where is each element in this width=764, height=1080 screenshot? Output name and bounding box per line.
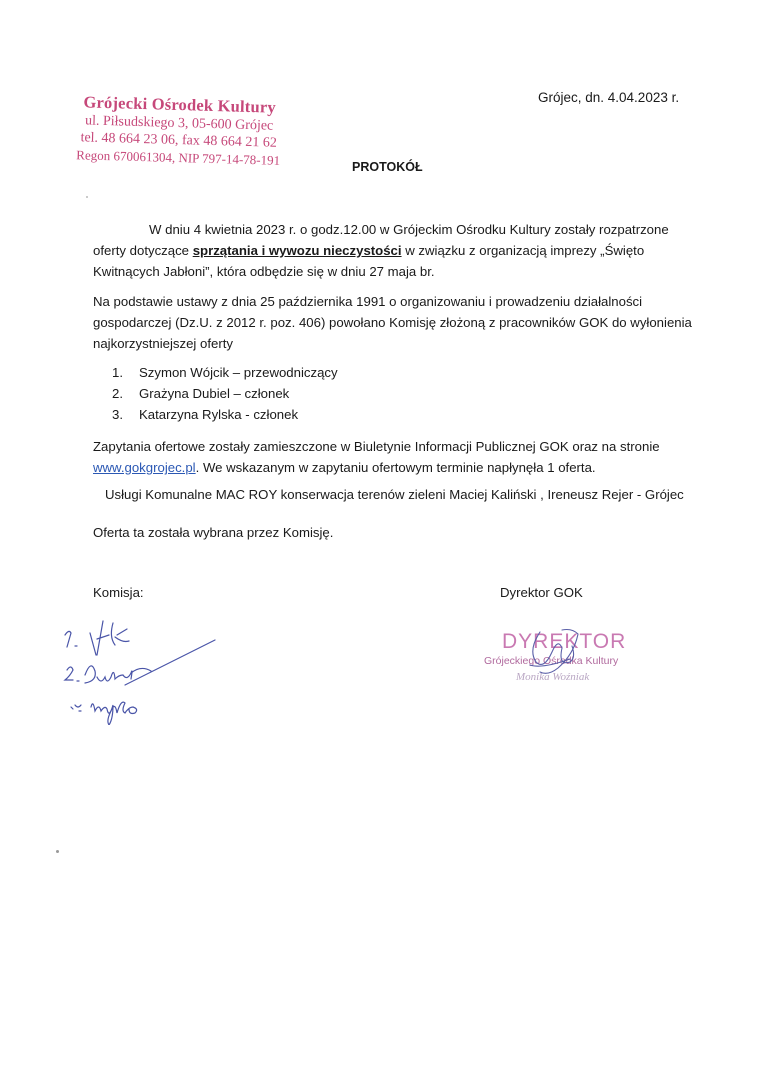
list-item-text: Szymon Wójcik – przewodniczący: [139, 365, 338, 380]
institution-stamp: [68, 92, 290, 169]
paragraph-decision: Oferta ta została wybrana przez Komisję.: [93, 525, 334, 540]
org-name: Grójecki Ośrodek Kultury: [83, 92, 277, 117]
director-stamp-title: DYREKTOR: [502, 630, 627, 653]
director-stamp-org: Grójeckiego Ośrodka Kultury: [484, 655, 619, 667]
paragraph-offers: [93, 219, 693, 282]
committee-label: Komisja:: [93, 585, 144, 600]
place-date: Grójec, dn. 4.04.2023 r.: [538, 90, 680, 105]
paragraph-publication-text: Zapytania ofertowe zostały zamieszczone w Biuletynie Informacji Publicznej GOK oraz na stronie: [93, 439, 660, 454]
website-link[interactable]: www.gokgrojec.pl: [93, 460, 196, 475]
org-address: ul. Piłsudskiego 3, 05-600 Grójec: [84, 113, 274, 134]
director-signature: [500, 620, 610, 695]
document-title: PROTOKÓŁ: [352, 160, 423, 174]
list-item: [112, 404, 338, 425]
paragraph-publication: [93, 436, 693, 478]
paragraph-offers-text: W dniu 4 kwietnia 2023 r. o godz.12.00 w Grójeckim Ośrodku Kultury zostały rozpatrzone oferty dotyczące: [93, 222, 669, 258]
list-item-number: 2.: [112, 386, 123, 401]
list-item-text: Grażyna Dubiel – członek: [139, 386, 290, 401]
director-label: Dyrektor GOK: [500, 585, 583, 600]
scan-speck: [86, 196, 88, 198]
paragraph-publication-rest: . We wskazanym w zapytaniu ofertowym terminie napłynęła 1 oferta.: [195, 460, 596, 475]
director-stamp-name: Monika Woźniak: [516, 671, 590, 683]
list-item: [112, 383, 338, 404]
list-item-number: 1.: [112, 365, 123, 380]
paragraph-offers-subject: sprzątania i wywozu nieczystości: [192, 243, 402, 258]
list-item-number: 3.: [112, 407, 123, 422]
scan-speck: [56, 850, 59, 853]
org-phone: tel. 48 664 23 06, fax 48 664 21 62: [80, 130, 278, 151]
committee-list: [112, 362, 338, 425]
paragraph-offers-rest: w związku z organizacją imprezy „Święto Kwitnących Jabłoni”, która odbędzie się w dniu 27 maja br.: [93, 243, 645, 279]
list-item: [112, 362, 338, 383]
paragraph-legal-basis: Na podstawie ustawy z dnia 25 października 1991 o organizowaniu i prowadzeniu działalności gospodarczej (Dz.U. z 2012 r. poz. 406) powołano Komisję złożoną z pracowników GOK do wyłonienia najkorzystniejszej oferty: [93, 294, 692, 351]
committee-signatures: [55, 615, 245, 725]
paragraph-offer-entity: Usługi Komunalne MAC ROY konserwacja terenów zieleni Maciej Kaliński , Ireneusz Rejer - Grójec: [105, 487, 684, 502]
org-regon: Regon 670061304, NIP 797-14-78-191: [76, 147, 281, 168]
list-item-text: Katarzyna Rylska - członek: [139, 407, 299, 422]
